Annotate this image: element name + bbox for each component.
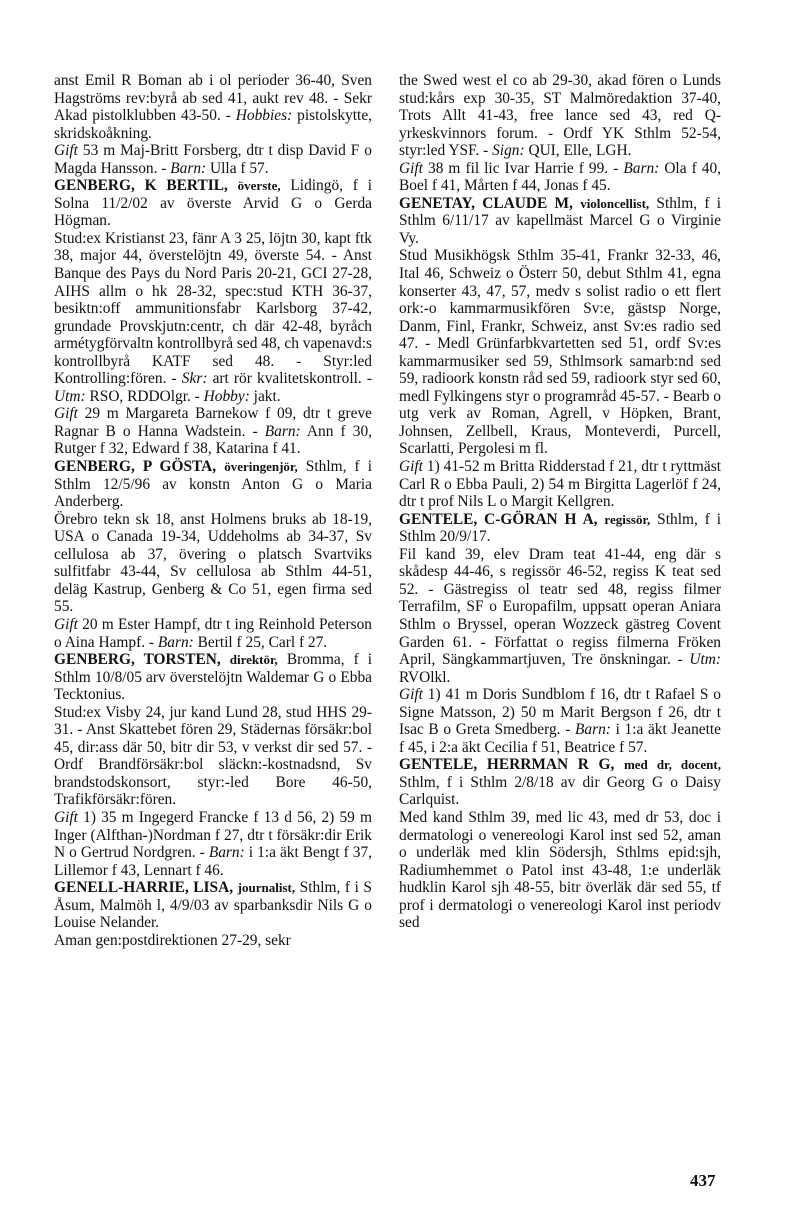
- entry-genell-harrie-lisa-continued: [399, 72, 721, 195]
- entry-career: Fil kand 39, elev Dram teat 41-44, eng där s skådesp 44-46, s regissör 46-52, regiss K teat sed 52. - Gästregiss ol teatr sed 48, regiss filmer Terrafilm, SF o Europafilm, uppsatt operan Aniara Sthlm o Bryssel, operan Wozzeck gästreg Covent Garden 61. - Författat o regiss filmerna Fröken April, Sängkammartjuven, Tre önskningar. -: [399, 545, 721, 669]
- entry-children: i 1:a äkt Jeanette f 45, i 2:a äkt Cecilia f 51, Beatrice f 57.: [399, 721, 721, 756]
- body-text: anst Emil R Boman ab i ol perioder 36-40, Sven Hagströms rev:byrå ab sed 41, aukt rev 48. - Sekr Akad pistolklubben 43-50. -: [54, 72, 372, 125]
- subheading: Sign:: [492, 142, 525, 160]
- body-text: RVOlkl.: [399, 668, 451, 686]
- entry-title: regissör,: [604, 511, 651, 527]
- subheading: Gift: [399, 458, 423, 476]
- entry-intro: Sthlm, f i Sthlm 2/8/18 av dir Georg G o Daisy Carlquist.: [399, 773, 721, 809]
- subheading: Barn:: [574, 721, 611, 739]
- entry-family: 1) 41-52 m Britta Ridderstad f 21, dtr t ryttmäst Carl R o Ebba Pauli, 2) 54 m Birgitta Lagerlöf f 24, dtr t prof Nils L o Margit Kellgren.: [399, 458, 721, 511]
- entry-genberg-gosta: [54, 458, 372, 651]
- entry-title: violoncellist,: [580, 195, 650, 211]
- body-text: QUI, Elle, LGH.: [524, 142, 632, 160]
- left-column: [54, 72, 372, 949]
- entry-children: Bertil f 25, Carl f 27.: [193, 633, 328, 651]
- entry-family: 20 m Ester Hampf, dtr t ing Reinhold Peterson o Aina Hampf. -: [54, 615, 372, 651]
- subheading: Barn:: [623, 159, 660, 177]
- subheading: Barn:: [264, 422, 301, 440]
- entry-continuation: [54, 72, 372, 142]
- entry-title: direktör,: [229, 652, 278, 668]
- entry-intro: Bromma, f i Sthlm 10/8/05 arv överstelöjtn Waldemar G o Ebba Tecktonius.: [54, 651, 373, 704]
- entry-genetay-claude: [399, 195, 721, 511]
- subheading: Barn:: [170, 159, 207, 177]
- entry-gentele-cgoran: [399, 511, 721, 757]
- body-text: 53 m Maj-Britt Forsberg, dtr t disp David F o Magda Hansson. -: [54, 142, 372, 177]
- entry-name: GENETAY, CLAUDE M,: [399, 194, 573, 212]
- subheading: Hobbies:: [235, 107, 293, 125]
- body-text: jakt.: [249, 387, 281, 405]
- entry-intro: Sthlm, f i S Åsum, Malmöh l, 4/9/03 av sparbanksdir Nils G o Louise Nelander.: [54, 879, 372, 932]
- entry-title: journalist,: [237, 880, 296, 896]
- subheading: Barn:: [157, 633, 194, 651]
- subheading: Utm:: [689, 651, 721, 669]
- entry-genberg-bertil: [54, 177, 372, 458]
- body-text: RSO, RDDOlgr. -: [85, 387, 204, 405]
- entry-name: GENELL-HARRIE, LISA,: [54, 879, 234, 897]
- body-text: pistolskytte, skridskoåkning.: [54, 107, 372, 142]
- entry-title: överingenjör,: [224, 459, 298, 475]
- entry-name: GENBERG, TORSTEN,: [54, 651, 221, 669]
- entry-name: GENTELE, HERRMAN R G,: [399, 756, 615, 774]
- subheading: Hobby:: [203, 387, 250, 405]
- entry-genberg-torsten: [54, 651, 372, 879]
- subheading: Utm:: [54, 387, 86, 405]
- entry-career: Örebro tekn sk 18, anst Holmens bruks ab 18-19, USA o Canada 19-34, Uddeholms ab 34-37, Sv cellulosa ab 37, övering o platsch Svartviks sulfitfabr 43-44, Sv cellulosa ab Sthlm 44-51, deläg Kastrup, Genberg & Co 51, egen firma sed 55.: [54, 510, 372, 616]
- entry-career: Med kand Sthlm 39, med lic 43, med dr 53, doc i dermatologi o venereologi Karol inst sed 52, aman o underläk med klin Södersjh, Sthlms epid:sjh, Radiumhemmet o Patol inst 43-48, 1:e underläk hudklin Karol sjh 48-55, bitr överläk där sed 55, tf prof i dermatologi o venereologi Karol inst periodv sed: [399, 808, 721, 932]
- subheading: Gift: [54, 808, 78, 826]
- body-text: Ulla f 57.: [206, 159, 269, 177]
- entry-career: Stud Musikhögsk Sthlm 35-41, Frankr 32-33, 46, Ital 46, Schweiz o Österr 50, debut Sthlm 41, egna konserter 43, 47, 57, medv s solist radio o ett flert ork:-o kammarmusikfören Sv:e, gästsp Norge, Danm, Finl, Frankr, Schweiz, anst Sv:es radio sed 47. - Medl Grünfarbkvartetten sed 51, ordf Sv:es kammarmusiker sed 59, Sthlmsork samarb:nd sed 59, radioork konstn råd sed 59, radioork styr sed 60, medl Fylkingens styr o programråd 45-57. - Bearb o utg verk av Roman, Agrell, v Höpken, Brant, Johnsen, Zellbell, Kraus, Monteverdi, Purcell, Scarlatti, Pergolesi m fl.: [399, 247, 721, 458]
- entry-paragraph: [54, 142, 372, 177]
- entry-family: 38 m fil lic Ivar Harrie f 99. -: [422, 159, 624, 177]
- entry-intro: Sthlm, f i Sthlm 20/9/17.: [399, 510, 721, 546]
- entry-intro: Sthlm, f i Sthlm 6/11/17 av kapellmäst Marcel G o Virginie Vy.: [399, 194, 721, 247]
- entry-title: överste,: [237, 178, 281, 194]
- entry-name: GENBERG, P GÖSTA,: [54, 458, 217, 476]
- entry-career: Stud:ex Kristianst 23, fänr A 3 25, löjtn 30, kapt ftk 38, major 44, överstelöjtn 49, överste 54. - Anst Banque des Pays du Nord Paris 20-21, GCI 27-28, AIHS allm o hk 28-32, spec:stud KTH 36-37, besiktn:off ammunitionsfabr Karlsborg 37-42, grundade Provskjutn:centr, ch där 42-48, byråch armétygförvaltn kontrollbyrå sed 48, ch vapenavd:s kontrollbyrå KATF sed 48. - Styr:led Kontrolling:fören. -: [54, 229, 372, 388]
- subheading: Skr:: [181, 370, 208, 388]
- entry-children: i 1:a äkt Bengt f 37, Lillemor f 43, Lennart f 46.: [54, 844, 372, 879]
- subheading: Gift: [399, 159, 423, 177]
- entry-family: 1) 41 m Doris Sundblom f 16, dtr t Rafael S o Signe Matsson, 2) 50 m Marit Bergson f 26, dtr t Isac B o Greta Smedberg. -: [399, 686, 721, 739]
- subheading: Gift: [399, 686, 423, 704]
- subheading: Gift: [54, 615, 78, 633]
- entry-children: Ola f 40, Boel f 41, Mårten f 44, Jonas f 45.: [399, 159, 721, 195]
- body-text: art rör kvalitetskontroll. -: [207, 370, 372, 388]
- entry-gentele-herrman: [399, 756, 721, 931]
- entry-children: Ann f 30, Rutger f 32, Edward f 38, Katarina f 41.: [54, 422, 373, 458]
- page-number: 437: [690, 1171, 716, 1190]
- entry-intro: Lidingö, f i Solna 11/2/02 av överste Arvid G o Gerda Högman.: [54, 177, 372, 230]
- subheading: Gift: [54, 142, 78, 160]
- entry-career: Stud:ex Visby 24, jur kand Lund 28, stud HHS 29-31. - Anst Skattebet fören 29, Städernas försäkr:bol 45, dir:ass där 50, bitr dir 53, v verkst dir sed 57. - Ordf Brandförsäkr:bol släckn:-kostnadsnd, Sv brandstodskonsort, styr:-led Bore 46-50, Trafikförsäkr:fören.: [54, 703, 372, 809]
- entry-intro: Sthlm, f i Sthlm 12/5/96 av konstn Anton G o Maria Anderberg.: [54, 458, 372, 511]
- entry-career: the Swed west el co ab 29-30, akad fören o Lunds stud:kårs exp 30-35, ST Malmöredaktion 37-40, Trots Allt 41-43, free lance sed 43, red Q-yrkeskvinnors forum. - Ordf YK Sthlm 52-54, styr:led YSF. -: [399, 72, 721, 160]
- subheading: Gift: [54, 405, 78, 423]
- entry-genell-harrie-lisa: [54, 879, 372, 949]
- right-column: [399, 72, 721, 932]
- entry-career: Aman gen:postdirektionen 27-29, sekr: [54, 931, 291, 949]
- entry-name: GENTELE, C-GÖRAN H A,: [399, 510, 598, 528]
- entry-name: GENBERG, K BERTIL,: [54, 177, 228, 195]
- entry-title: med dr, docent,: [623, 757, 721, 773]
- subheading: Barn:: [208, 844, 245, 862]
- entry-family: 29 m Margareta Barnekow f 09, dtr t greve Ragnar B o Hanna Wadstein. -: [54, 405, 372, 440]
- entry-family: 1) 35 m Ingegerd Francke f 13 d 56, 2) 59 m Inger (Alfthan-)Nordman f 27, dtr t försäkr:dir Erik N o Gertrud Nordgren. -: [54, 808, 372, 862]
